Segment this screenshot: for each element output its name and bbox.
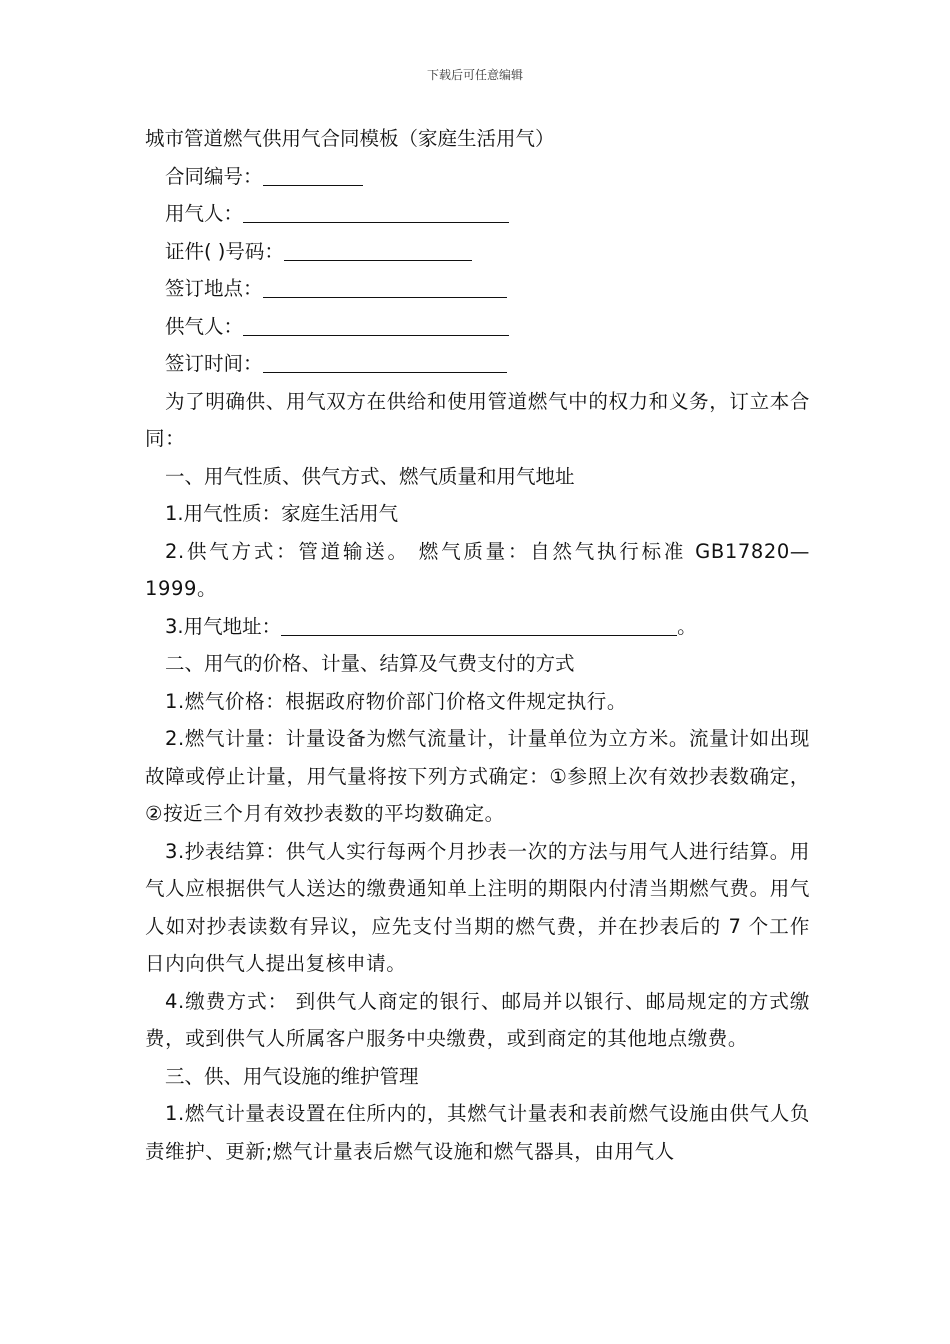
document-title: 城市管道燃气供用气合同模板（家庭生活用气） (145, 127, 555, 150)
section3-item1: 1.燃气计量表设置在住所内的，其燃气计量表和表前燃气设施由供气人负责维护、更新;燃气计量表后燃气设施和燃气器具，由用气人 (145, 1102, 810, 1163)
document-body (145, 120, 810, 1170)
header-note: 下载后可任意编辑 (426, 68, 523, 82)
field-label: 签订地点： (165, 277, 263, 300)
field-label: 证件( )号码： (165, 239, 284, 263)
fill-in-blank[interactable] (284, 240, 472, 261)
fill-in-blank[interactable] (263, 352, 507, 373)
field-gas-supplier (145, 308, 810, 346)
field-label: 供气人： (165, 314, 244, 338)
field-contract-number (145, 158, 810, 196)
section1-item1: 1.用气性质：家庭生活用气 (165, 502, 399, 525)
field-label: 合同编号： (165, 164, 263, 188)
section1-item2: 2.供气方式：管道输送。 燃气质量：自然气执行标准 GB17820—1999。 (145, 539, 810, 600)
section2-item2: 2.燃气计量：计量设备为燃气流量计，计量单位为立方米。流量计如出现故障或停止计量，用气量将按下列方式确定：①参照上次有效抄表数确定，②按近三个月有效抄表数的平均数确定。 (145, 727, 810, 825)
field-label: 3.用气地址： (165, 614, 282, 638)
field-id-number (145, 233, 810, 271)
intro-paragraph: 为了明确供、用气双方在供给和使用管道燃气中的权力和义务，订立本合同： (145, 389, 810, 450)
section1-item3 (145, 608, 810, 646)
fill-in-blank[interactable] (281, 615, 677, 636)
section2-heading: 二、用气的价格、计量、结算及气费支付的方式 (165, 652, 575, 675)
fill-in-blank[interactable] (263, 277, 507, 298)
field-label: 用气人： (165, 202, 244, 225)
field-suffix: 。 (677, 614, 697, 638)
field-label: 签订时间： (165, 352, 263, 375)
section2-item1: 1.燃气价格：根据政府物价部门价格文件规定执行。 (165, 689, 628, 713)
field-signing-time (145, 345, 810, 383)
fill-in-blank[interactable] (243, 202, 509, 223)
field-signing-place (145, 270, 810, 308)
fill-in-blank[interactable] (243, 315, 509, 336)
section3-heading: 三、供、用气设施的维护管理 (165, 1064, 419, 1088)
section2-item3: 3.抄表结算：供气人实行每两个月抄表一次的方法与用气人进行结算。用气人应根据供气人送达的缴费通知单上注明的期限内付清当期燃气费。用气人如对抄表读数有异议，应先支付当期的燃气费，并在抄表后的 7 个工作日内向供气人提出复核申请。 (145, 839, 810, 975)
section1-heading: 一、用气性质、供气方式、燃气质量和用气地址 (165, 464, 575, 488)
fill-in-blank[interactable] (263, 165, 363, 186)
field-gas-user (145, 195, 810, 233)
section2-item4: 4.缴费方式： 到供气人商定的银行、邮局并以银行、邮局规定的方式缴费，或到供气人所属客户服务中央缴费，或到商定的其他地点缴费。 (145, 989, 810, 1050)
